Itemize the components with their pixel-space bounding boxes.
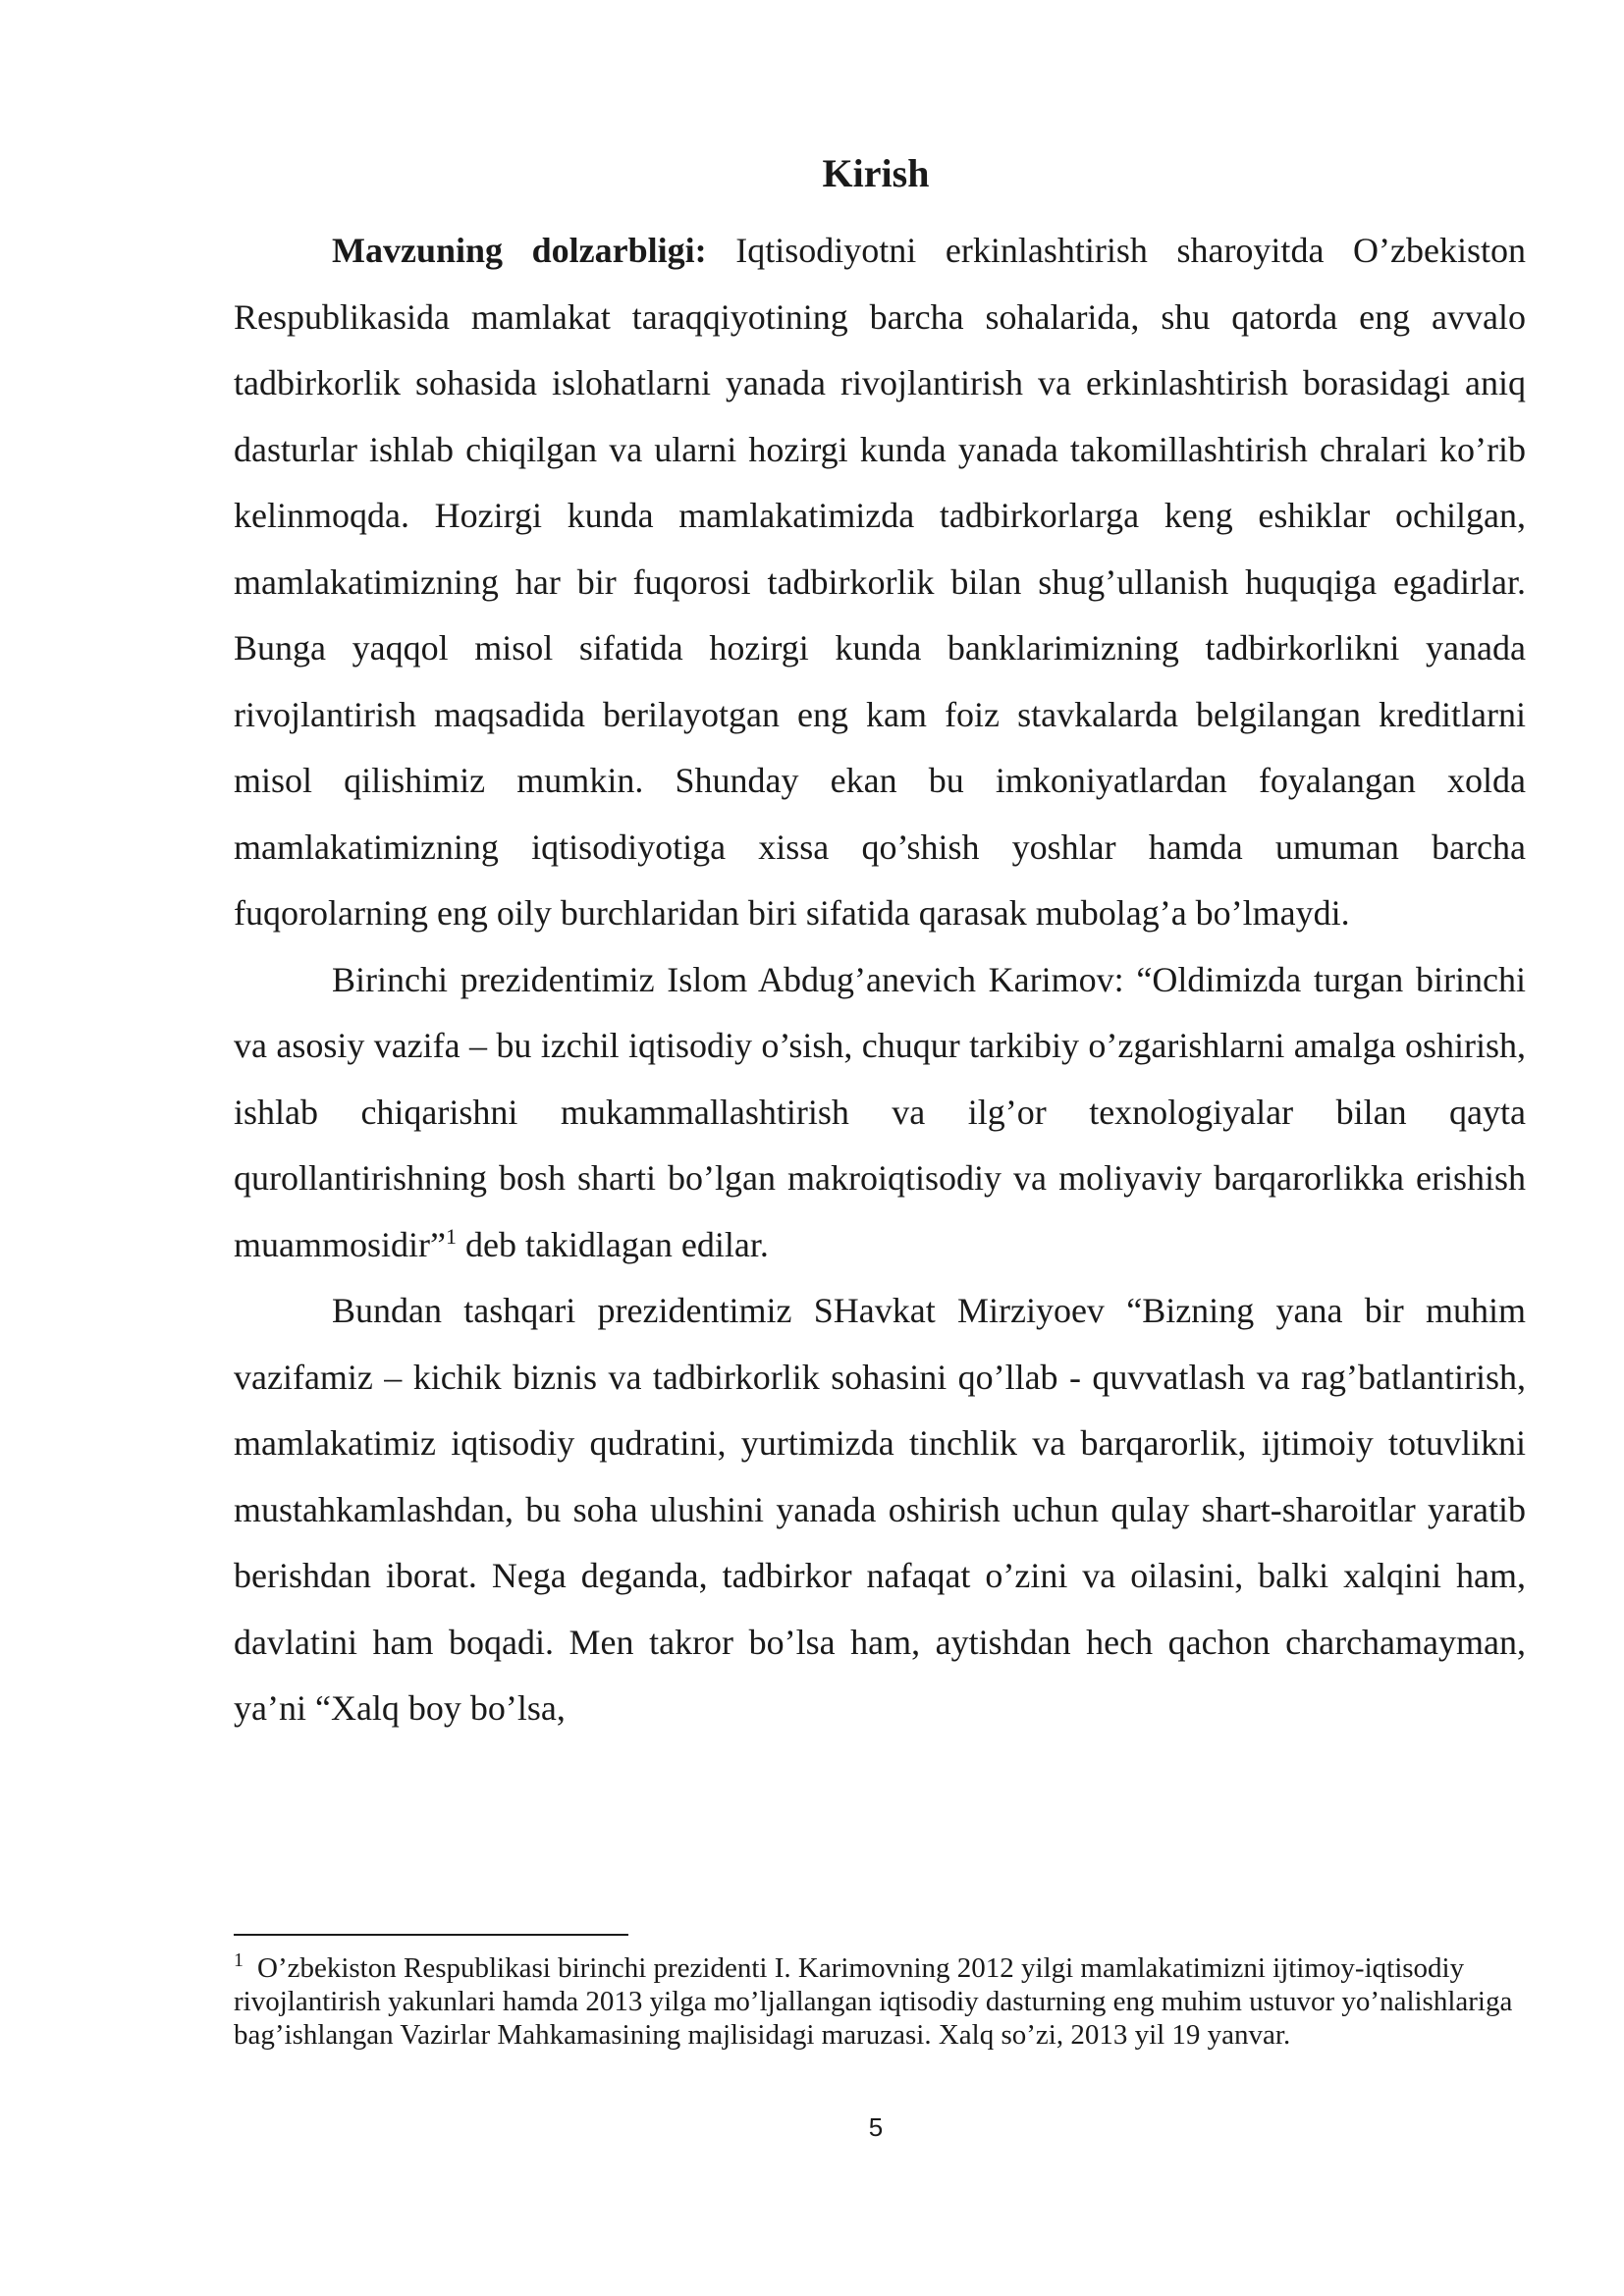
paragraph-karimov-quote [234, 947, 1526, 1279]
paragraph-text: Iqtisodiyotni erkinlashtirish sharoyitda O’zbekiston Respublikasida mamlakat taraqqiyotining barcha sohalarida, shu qatorda eng avvalo tadbirkorlik sohasida islohatlarni yanada rivojlantirish va erkinlashtirish borasidagi aniq dasturlar ishlab chiqilgan va ularni hozirgi kunda yanada takomillashtirish chralari ko’rib kelinmoqda. Hozirgi kunda mamlakatimizda tadbirkorlarga keng eshiklar ochilgan, mamlakatimizning har bir fuqorosi tadbirkorlik bilan shug’ullanish huquqiga egadirlar. Bunga yaqqol misol sifatida hozirgi kunda banklarimizning tadbirkorlikni yanada rivojlantirish maqsadida berilayotgan eng kam foiz stavkalarda belgilangan kreditlarni misol qilishimiz mumkin. Shunday ekan bu imkoniyatlardan foyalangan xolda mamlakatimizning iqtisodiyotiga xissa qo’shish yoshlar hamda umuman barcha fuqorolarning eng oily burchlaridan biri sifatida qarasak mubolag’a bo’lmaydi. [234, 231, 1526, 933]
paragraph-text: Birinchi prezidentimiz Islom Abdug’anevich Karimov: “Oldimizda turgan birinchi va asosiy vazifa – bu izchil iqtisodiy o’sish, chuqur tarkibiy o’zgarishlarni amalga oshirish, ishlab chiqarishni mukammallashtirish va ilg’or texnologiyalar bilan qayta qurollantirishning bosh sharti bo’lgan makroiqtisodiy va moliyaviy barqarorlikka erishish muammosidir” [234, 959, 1526, 1264]
page-title: Kirish [822, 151, 930, 195]
paragraph-mirziyoev-quote [234, 1278, 1526, 1742]
footnote-text: O’zbekiston Respublikasi birinchi prezidenti I. Karimovning 2012 yilgi mamlakatimizni ijtimoy-iqtisodiy rivojlantirish yakunlari hamda 2013 yilga mo’ljallangan iqtisodiy dasturning eng muhim ustuvor yo’nalishlariga bag’ishlangan Vazirlar Mahkamasining majlisidagi maruzasi. Xalq so’zi, 2013 yil 19 yanvar. [234, 1952, 1513, 2051]
footnote [234, 1951, 1526, 2052]
footnote-divider [234, 1934, 628, 1936]
footnote-marker: 1 [234, 1949, 244, 1972]
paragraph-lead: Mavzuning dolzarbligi: [332, 231, 707, 270]
paragraph-text: deb takidlagan edilar. [456, 1224, 769, 1264]
paragraph-relevance [234, 218, 1526, 947]
paragraph-text: Bundan tashqari prezidentimiz SHavkat Mirziyoev “Bizning yana bir muhim vazifamiz – kichik biznis va tadbirkorlik sohasini qo’llab - quvvatlash va rag’batlantirish, mamlakatimiz iqtisodiy qudratini, yurtimizda tinchlik va barqarorlik, ijtimoiy totuvlikni mustahkamlashdan, bu soha ulushini yanada oshirish uchun qulay shart-sharoitlar yaratib berishdan iborat. Nega deganda, tadbirkor nafaqat o’zini va oilasini, balki xalqini ham, davlatini ham boqadi. Men takror bo’lsa ham, aytishdan hech qachon charchamayman, ya’ni “Xalq boy bo’lsa, [234, 1291, 1526, 1728]
body-text [234, 218, 1526, 1742]
footnote-reference[interactable]: 1 [445, 1223, 457, 1249]
page-number: 5 [868, 2112, 884, 2142]
